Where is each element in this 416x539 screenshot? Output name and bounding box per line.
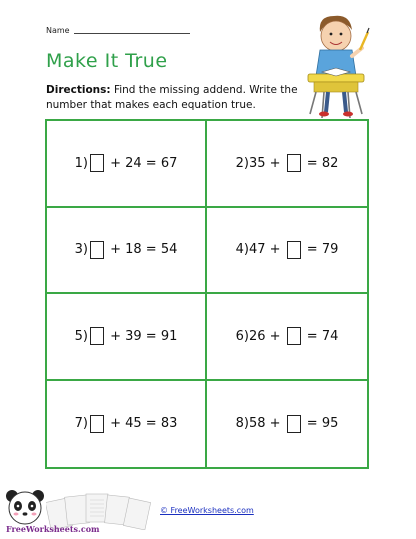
answer-box[interactable] [90,241,104,259]
problem-after: + 24 = 67 [105,155,178,171]
brand-logo-text: FreeWorksheets.com [6,524,100,534]
answer-box[interactable] [90,327,104,345]
problem-after: = 95 [302,416,339,432]
problem-after: = 82 [302,155,339,171]
problem-number: 7) [74,416,88,432]
problem-after: + 39 = 91 [105,328,178,344]
name-label: Name [46,26,70,35]
directions-text: Find the missing addend. Write the number that makes each equation true. [46,84,298,111]
problem-number: 8) [235,416,249,432]
problem-cell-4 [207,208,367,295]
problem-number: 1) [74,155,88,171]
problem-after: = 79 [302,242,339,258]
answer-box[interactable] [287,241,301,259]
problem-cell-2 [207,121,367,208]
problem-number: 6) [235,328,249,344]
problem-grid [45,119,369,469]
problem-number: 5) [74,328,88,344]
problem-cell-5 [47,294,207,381]
problem-before: 35 + [248,155,285,171]
problem-cell-8 [207,381,367,468]
problem-after: = 74 [302,328,339,344]
problem-number: 3) [74,242,88,258]
directions [46,83,306,113]
answer-box[interactable] [90,415,104,433]
directions-label: Directions: [46,84,111,96]
answer-box[interactable] [287,154,301,172]
problem-before: 47 + [248,242,285,258]
problem-after: + 45 = 83 [105,416,178,432]
answer-box[interactable] [287,327,301,345]
name-blank-line[interactable] [74,33,190,34]
problem-before: 58 + [248,416,285,432]
boy-at-desk-illustration [298,10,374,126]
problem-cell-1 [47,121,207,208]
problem-cell-3 [47,208,207,295]
answer-box[interactable] [287,415,301,433]
problem-cell-7 [47,381,207,468]
problem-before: 26 + [248,328,285,344]
name-row [46,26,190,35]
answer-box[interactable] [90,154,104,172]
problem-cell-6 [207,294,367,381]
problem-number: 2) [235,155,249,171]
footer-copyright-link[interactable]: © FreeWorksheets.com [160,506,254,515]
problem-number: 4) [235,242,249,258]
problem-after: + 18 = 54 [105,242,178,258]
page-title: Make It True [46,50,168,72]
